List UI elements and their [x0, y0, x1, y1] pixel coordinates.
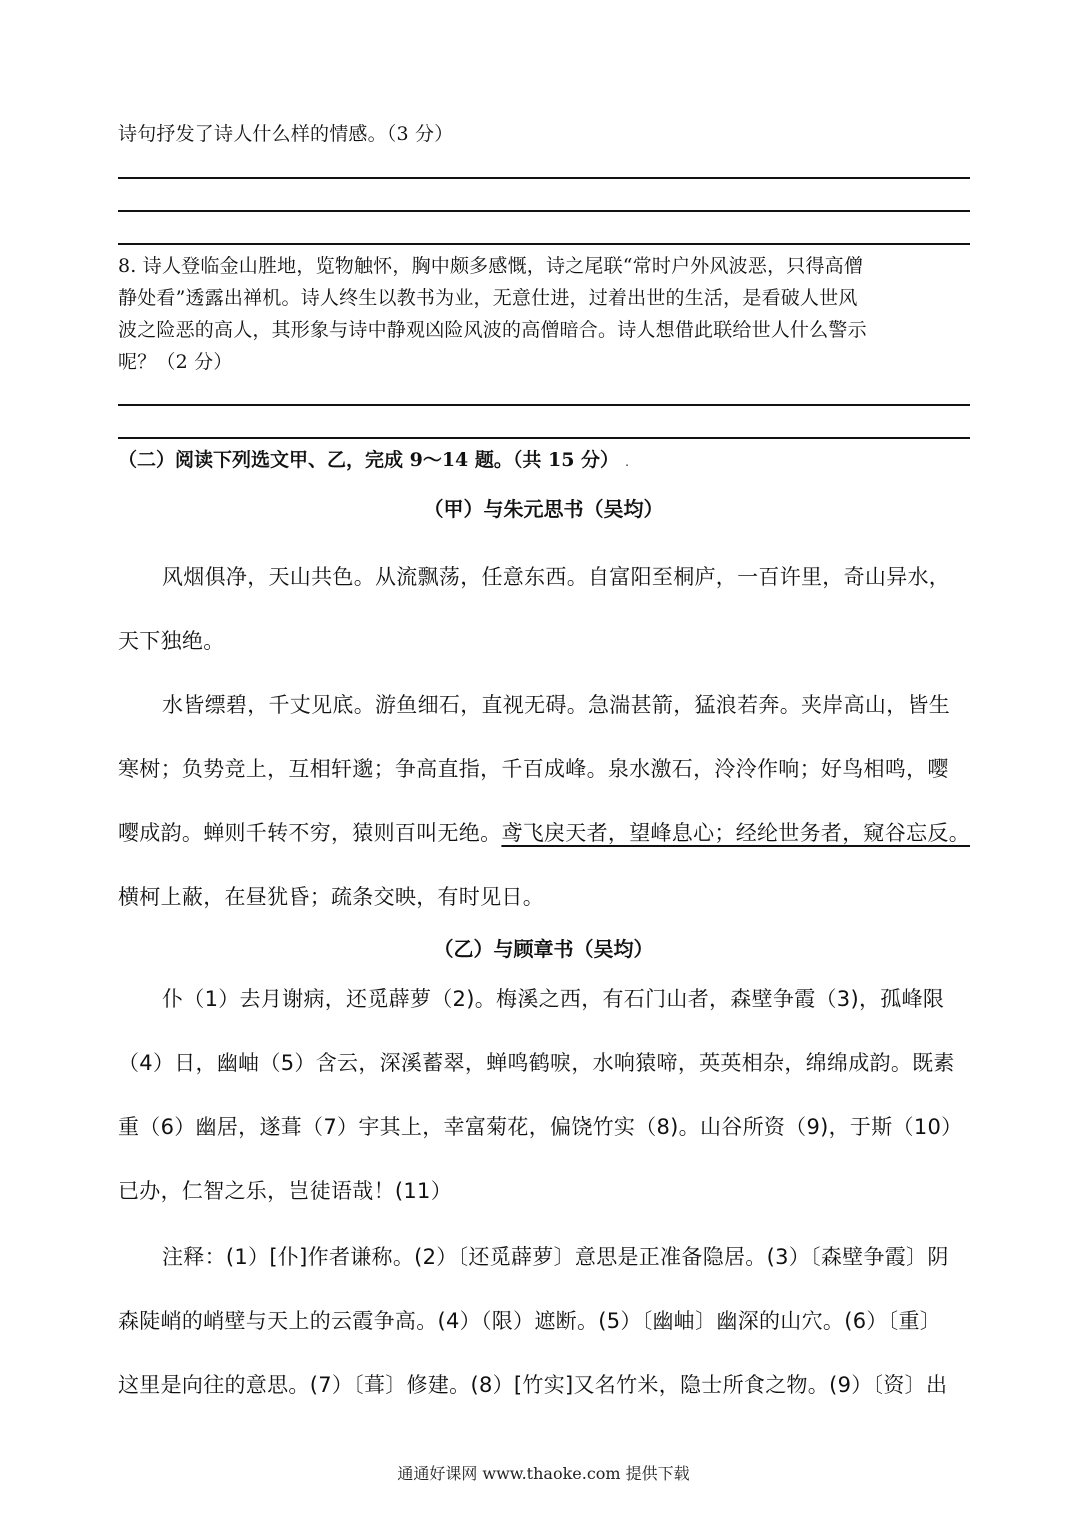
- answer-line-5: [118, 437, 970, 439]
- passage-a-p2-line-2: 寒树；负势竞上，互相轩邈；争高直指，千百成峰。泉水激石，泠泠作响；好鸟相鸣，嘤: [118, 757, 949, 781]
- annotations: [118, 1225, 970, 1417]
- answer-line-4: [118, 404, 970, 406]
- passage-b-line-2: （4）日，幽岫（5）含云，深溪蓄翠，蝉鸣鹤唳，水响猿啼，英英相杂，绵绵成韵。既素: [118, 1051, 955, 1075]
- question-7-tail: [118, 118, 970, 150]
- answer-line-2: [118, 210, 970, 212]
- question-8-line-2: 静处看”透露出禅机。诗人终生以教书为业，无意仕进，过着出世的生活，是看破人世风: [118, 287, 858, 309]
- passage-b-line-3: 重（6）幽居，遂葺（7）宇其上，幸富菊花，偏饶竹实（8)。山谷所资（9)，于斯（10）: [118, 1115, 963, 1139]
- passage-a-body: [118, 545, 970, 929]
- passage-a-underlined-sentence: 鸢飞戾天者，望峰息心；经纶世务者，窥谷忘反。: [501, 821, 971, 845]
- passage-b-line-1: 仆（1）去月谢病，还觅薜萝（2)。梅溪之西，有石门山者，森壁争霞（3)，孤峰限: [162, 987, 945, 1011]
- passage-b-body: [118, 967, 970, 1223]
- annotation-line-2: 森陡峭的峭壁与天上的云霞争高。(4）（限）遮断。(5）〔幽岫〕幽深的山穴。(6）〔重〕: [118, 1309, 942, 1333]
- question-8-line-4: 呢？（2 分）: [118, 351, 233, 373]
- question-8-line-3: 波之险恶的高人，其形象与诗中静观凶险风波的高僧暗合。诗人想借此联给世人什么警示: [118, 319, 867, 341]
- question-8: [118, 250, 970, 378]
- passage-a-title: （甲）与朱元思书（吴均）: [423, 497, 664, 521]
- passage-a-p2-line-3-plain: 嘤成韵。蝉则千转不穷，猿则百叫无绝。: [118, 821, 502, 845]
- page-footer: 通通好课网 www.thaoke.com 提供下载: [397, 1464, 690, 1483]
- passage-a-p2-line-4: 横柯上蔽，在昼犹昏；疏条交映，有时见日。: [118, 885, 544, 909]
- section-2-heading-text: （二）阅读下列选文甲、乙，完成 9～14 题。（共 15 分）: [118, 449, 620, 471]
- question-8-line-1: 8. 诗人登临金山胜地，览物触怀，胸中颇多感慨，诗之尾联“常时户外风波恶，只得高僧: [118, 255, 864, 277]
- passage-b-line-4: 已办，仁智之乐，岂徒语哉！(11）: [118, 1179, 453, 1203]
- answer-line-1: [118, 177, 970, 179]
- passage-a-p2-line-1: 水皆缥碧，千丈见底。游鱼细石，直视无碍。急湍甚箭，猛浪若奔。夹岸高山，皆生: [162, 693, 951, 717]
- passage-a-p1-line-1: 风烟俱净，天山共色。从流飘荡，任意东西。自富阳至桐庐，一百许里，奇山异水，: [162, 565, 951, 589]
- annotation-line-3: 这里是向往的意思。(7）〔葺〕修建。(8）[竹实]又名竹米，隐士所食之物。(9）〔资〕出: [118, 1373, 948, 1397]
- section-2-heading-mark: .: [625, 455, 629, 469]
- section-2-heading: [118, 444, 970, 478]
- answer-line-3: [118, 243, 970, 245]
- passage-a-p1-line-2: 天下独绝。: [118, 629, 225, 653]
- annotation-line-1: 注释：(1）[仆]作者谦称。(2）〔还觅薜萝〕意思是正准备隐居。(3）〔森壁争霞〕阴: [162, 1245, 949, 1269]
- passage-b-title: （乙）与顾章书（吴均）: [433, 937, 654, 961]
- question-7-text: 诗句抒发了诗人什么样的情感。（3 分）: [118, 123, 454, 145]
- passage-a-p2-line-3: [118, 801, 970, 865]
